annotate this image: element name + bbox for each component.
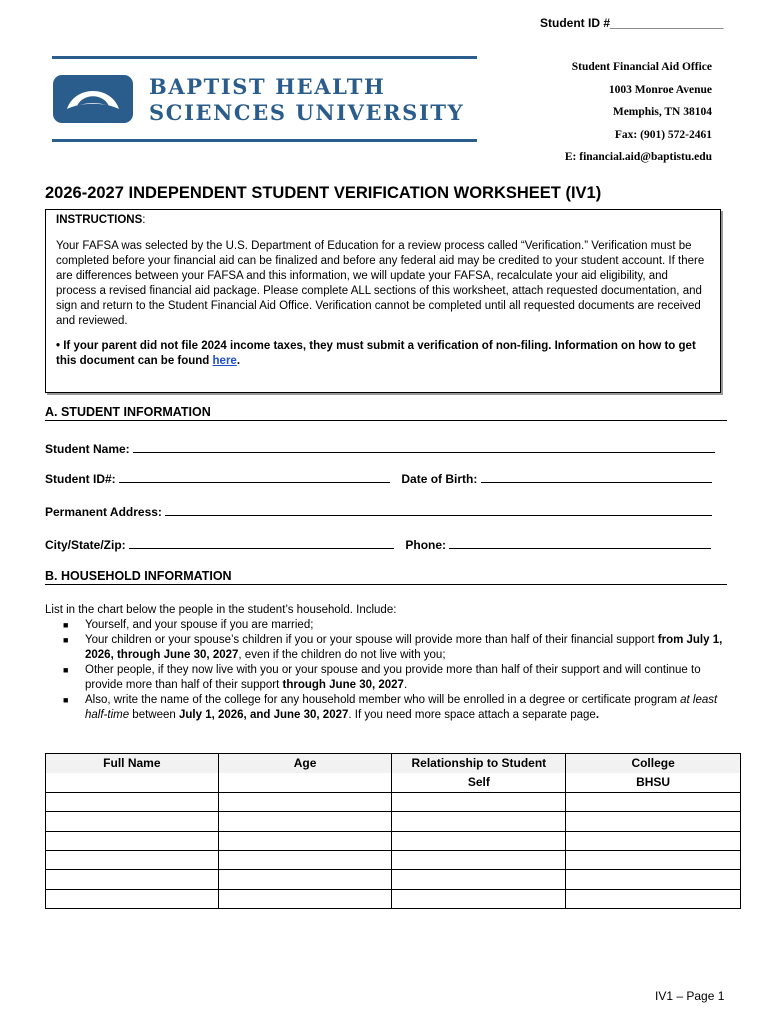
phone-label: Phone: xyxy=(405,538,447,552)
office-name: Student Financial Aid Office xyxy=(571,61,712,73)
table-cell-college: BHSU xyxy=(566,773,741,792)
non-filing-note xyxy=(56,339,710,369)
table-cell[interactable] xyxy=(392,792,566,811)
list-item xyxy=(63,633,725,663)
square-bullet-icon: ■ xyxy=(63,695,69,705)
logo-top-rule xyxy=(52,56,477,59)
bullet-emphasis: at least half-time xyxy=(85,694,718,721)
logo-bottom-rule xyxy=(52,139,477,142)
table-cell[interactable] xyxy=(46,850,219,869)
column-header-relationship: Relationship to Student xyxy=(392,754,566,773)
household-include-list xyxy=(63,618,725,723)
section-a-heading: A. STUDENT INFORMATION xyxy=(45,405,727,421)
bullet-date-range: through June 30, 2027 xyxy=(282,679,404,691)
table-cell[interactable] xyxy=(566,850,741,869)
table-row xyxy=(46,831,741,850)
bullet-text: Your children or your spouse’s children if you or your spouse will provide more than half of their financial support xyxy=(85,634,658,646)
bullet-text: Also, write the name of the college for any household member who will be enrolled in a degree or certificate program xyxy=(85,694,681,706)
bullet-text: Yourself, and your spouse if you are married; xyxy=(85,619,314,631)
column-header-age: Age xyxy=(218,754,392,773)
bullet-text: Other people, if they now live with you or your spouse and you provide more than half of their support and will continue to provide more than half of their support xyxy=(85,664,701,691)
table-cell[interactable] xyxy=(218,850,392,869)
table-cell-age[interactable] xyxy=(218,773,392,792)
table-cell[interactable] xyxy=(392,870,566,889)
table-header-row xyxy=(46,754,741,773)
table-cell[interactable] xyxy=(566,831,741,850)
table-row xyxy=(46,870,741,889)
instructions-box xyxy=(45,209,721,393)
column-header-full-name: Full Name xyxy=(46,754,219,773)
household-table xyxy=(45,753,741,909)
square-bullet-icon: ■ xyxy=(63,620,69,630)
office-city: Memphis, TN 38104 xyxy=(612,106,712,119)
logo-line-2: SCIENCES UNIVERSITY xyxy=(149,100,465,125)
instructions-paragraph: Your FAFSA was selected by the U.S. Department of Education for a review process called “Verification.” Verification must be completed before your financial aid can be finalized and before any federal aid may be credited to your student account. If there are differences between your FAFSA and this information, we will update your FAFSA, recalculate your aid eligibility, and process a revised financial aid package. Please complete ALL sections of this worksheet, attach requested documentation, and sign and return to the Student Financial Aid Office. Verification cannot be completed until all requested documents are received and reviewed. xyxy=(56,240,705,327)
table-cell[interactable] xyxy=(218,792,392,811)
bullet-text-end: . xyxy=(403,679,408,691)
table-row xyxy=(46,889,741,908)
shield-logo-icon xyxy=(53,75,133,123)
table-cell-relationship: Self xyxy=(392,773,566,792)
page-footer: IV1 – Page 1 xyxy=(655,989,725,1003)
phone-field[interactable] xyxy=(449,537,711,549)
table-cell[interactable] xyxy=(46,889,219,908)
table-cell[interactable] xyxy=(218,889,392,908)
office-street: 1003 Monroe Avenue xyxy=(608,83,712,96)
bullet-date-range: July 1, 2026, and June 30, 2027 xyxy=(178,709,349,721)
table-cell[interactable] xyxy=(218,870,392,889)
permanent-address-row xyxy=(45,504,712,519)
table-cell[interactable] xyxy=(392,889,566,908)
table-row xyxy=(46,792,741,811)
section-b-heading: B. HOUSEHOLD INFORMATION xyxy=(45,569,727,585)
square-bullet-icon: ■ xyxy=(63,635,69,645)
city-state-zip-field[interactable] xyxy=(129,537,394,549)
bullet-text-end: , even if the children do not live with you; xyxy=(238,649,446,661)
table-cell[interactable] xyxy=(218,831,392,850)
table-cell[interactable] xyxy=(46,792,219,811)
table-cell[interactable] xyxy=(392,831,566,850)
student-id-field[interactable] xyxy=(119,471,390,483)
bullet-text-mid: between xyxy=(129,709,179,721)
student-name-field[interactable] xyxy=(133,441,715,453)
here-link[interactable]: here xyxy=(212,355,237,367)
list-item xyxy=(63,693,725,723)
student-name-label: Student Name: xyxy=(45,442,130,456)
office-address-block xyxy=(565,56,712,169)
instructions-colon: : xyxy=(142,214,146,226)
square-bullet-icon: ■ xyxy=(63,665,69,675)
city-state-zip-label: City/State/Zip: xyxy=(45,538,126,552)
household-intro-text: List in the chart below the people in the student’s household. Include: xyxy=(45,604,397,616)
student-name-row xyxy=(45,441,715,456)
student-id-header-field[interactable]: Student ID #_________________ xyxy=(540,16,724,30)
office-fax: Fax: (901) 572-2461 xyxy=(614,128,712,141)
student-id-dob-row xyxy=(45,471,712,486)
table-cell[interactable] xyxy=(218,812,392,831)
table-row xyxy=(46,812,741,831)
non-filing-note-end: . xyxy=(236,355,241,367)
table-cell[interactable] xyxy=(566,889,741,908)
city-phone-row xyxy=(45,537,711,552)
permanent-address-field[interactable] xyxy=(165,504,712,516)
dob-label: Date of Birth: xyxy=(401,472,478,486)
dob-field[interactable] xyxy=(481,471,712,483)
table-row xyxy=(46,850,741,869)
non-filing-note-text: • If your parent did not file 2024 income taxes, they must submit a verification of non-filing. Information on how to get this document can be found xyxy=(56,340,696,367)
list-item xyxy=(63,663,725,693)
household-instructions xyxy=(45,603,725,723)
column-header-college: College xyxy=(566,754,741,773)
instructions-label: INSTRUCTIONS xyxy=(56,214,143,226)
bullet-date-range: from July 1, 2026, through June 30, 2027 xyxy=(85,634,723,661)
student-id-label: Student ID#: xyxy=(45,472,116,486)
document-title: 2026-2027 INDEPENDENT STUDENT VERIFICATION WORKSHEET (IV1) xyxy=(45,184,602,202)
office-email: E: financial.aid@baptistu.edu xyxy=(564,151,712,164)
university-logo xyxy=(52,56,477,142)
table-cell[interactable] xyxy=(392,850,566,869)
table-cell[interactable] xyxy=(566,812,741,831)
logo-line-1: BAPTIST HEALTH xyxy=(149,74,386,99)
table-cell-full-name[interactable] xyxy=(46,773,219,792)
bullet-final-period: . xyxy=(595,709,600,721)
permanent-address-label: Permanent Address: xyxy=(45,505,162,519)
table-cell[interactable] xyxy=(46,870,219,889)
list-item xyxy=(63,618,725,633)
table-cell[interactable] xyxy=(566,792,741,811)
table-row-self xyxy=(46,773,741,792)
bullet-text-end: . If you need more space attach a separate page xyxy=(348,709,596,721)
table-cell[interactable] xyxy=(392,812,566,831)
table-cell[interactable] xyxy=(46,831,219,850)
table-cell[interactable] xyxy=(46,812,219,831)
table-cell[interactable] xyxy=(566,870,741,889)
